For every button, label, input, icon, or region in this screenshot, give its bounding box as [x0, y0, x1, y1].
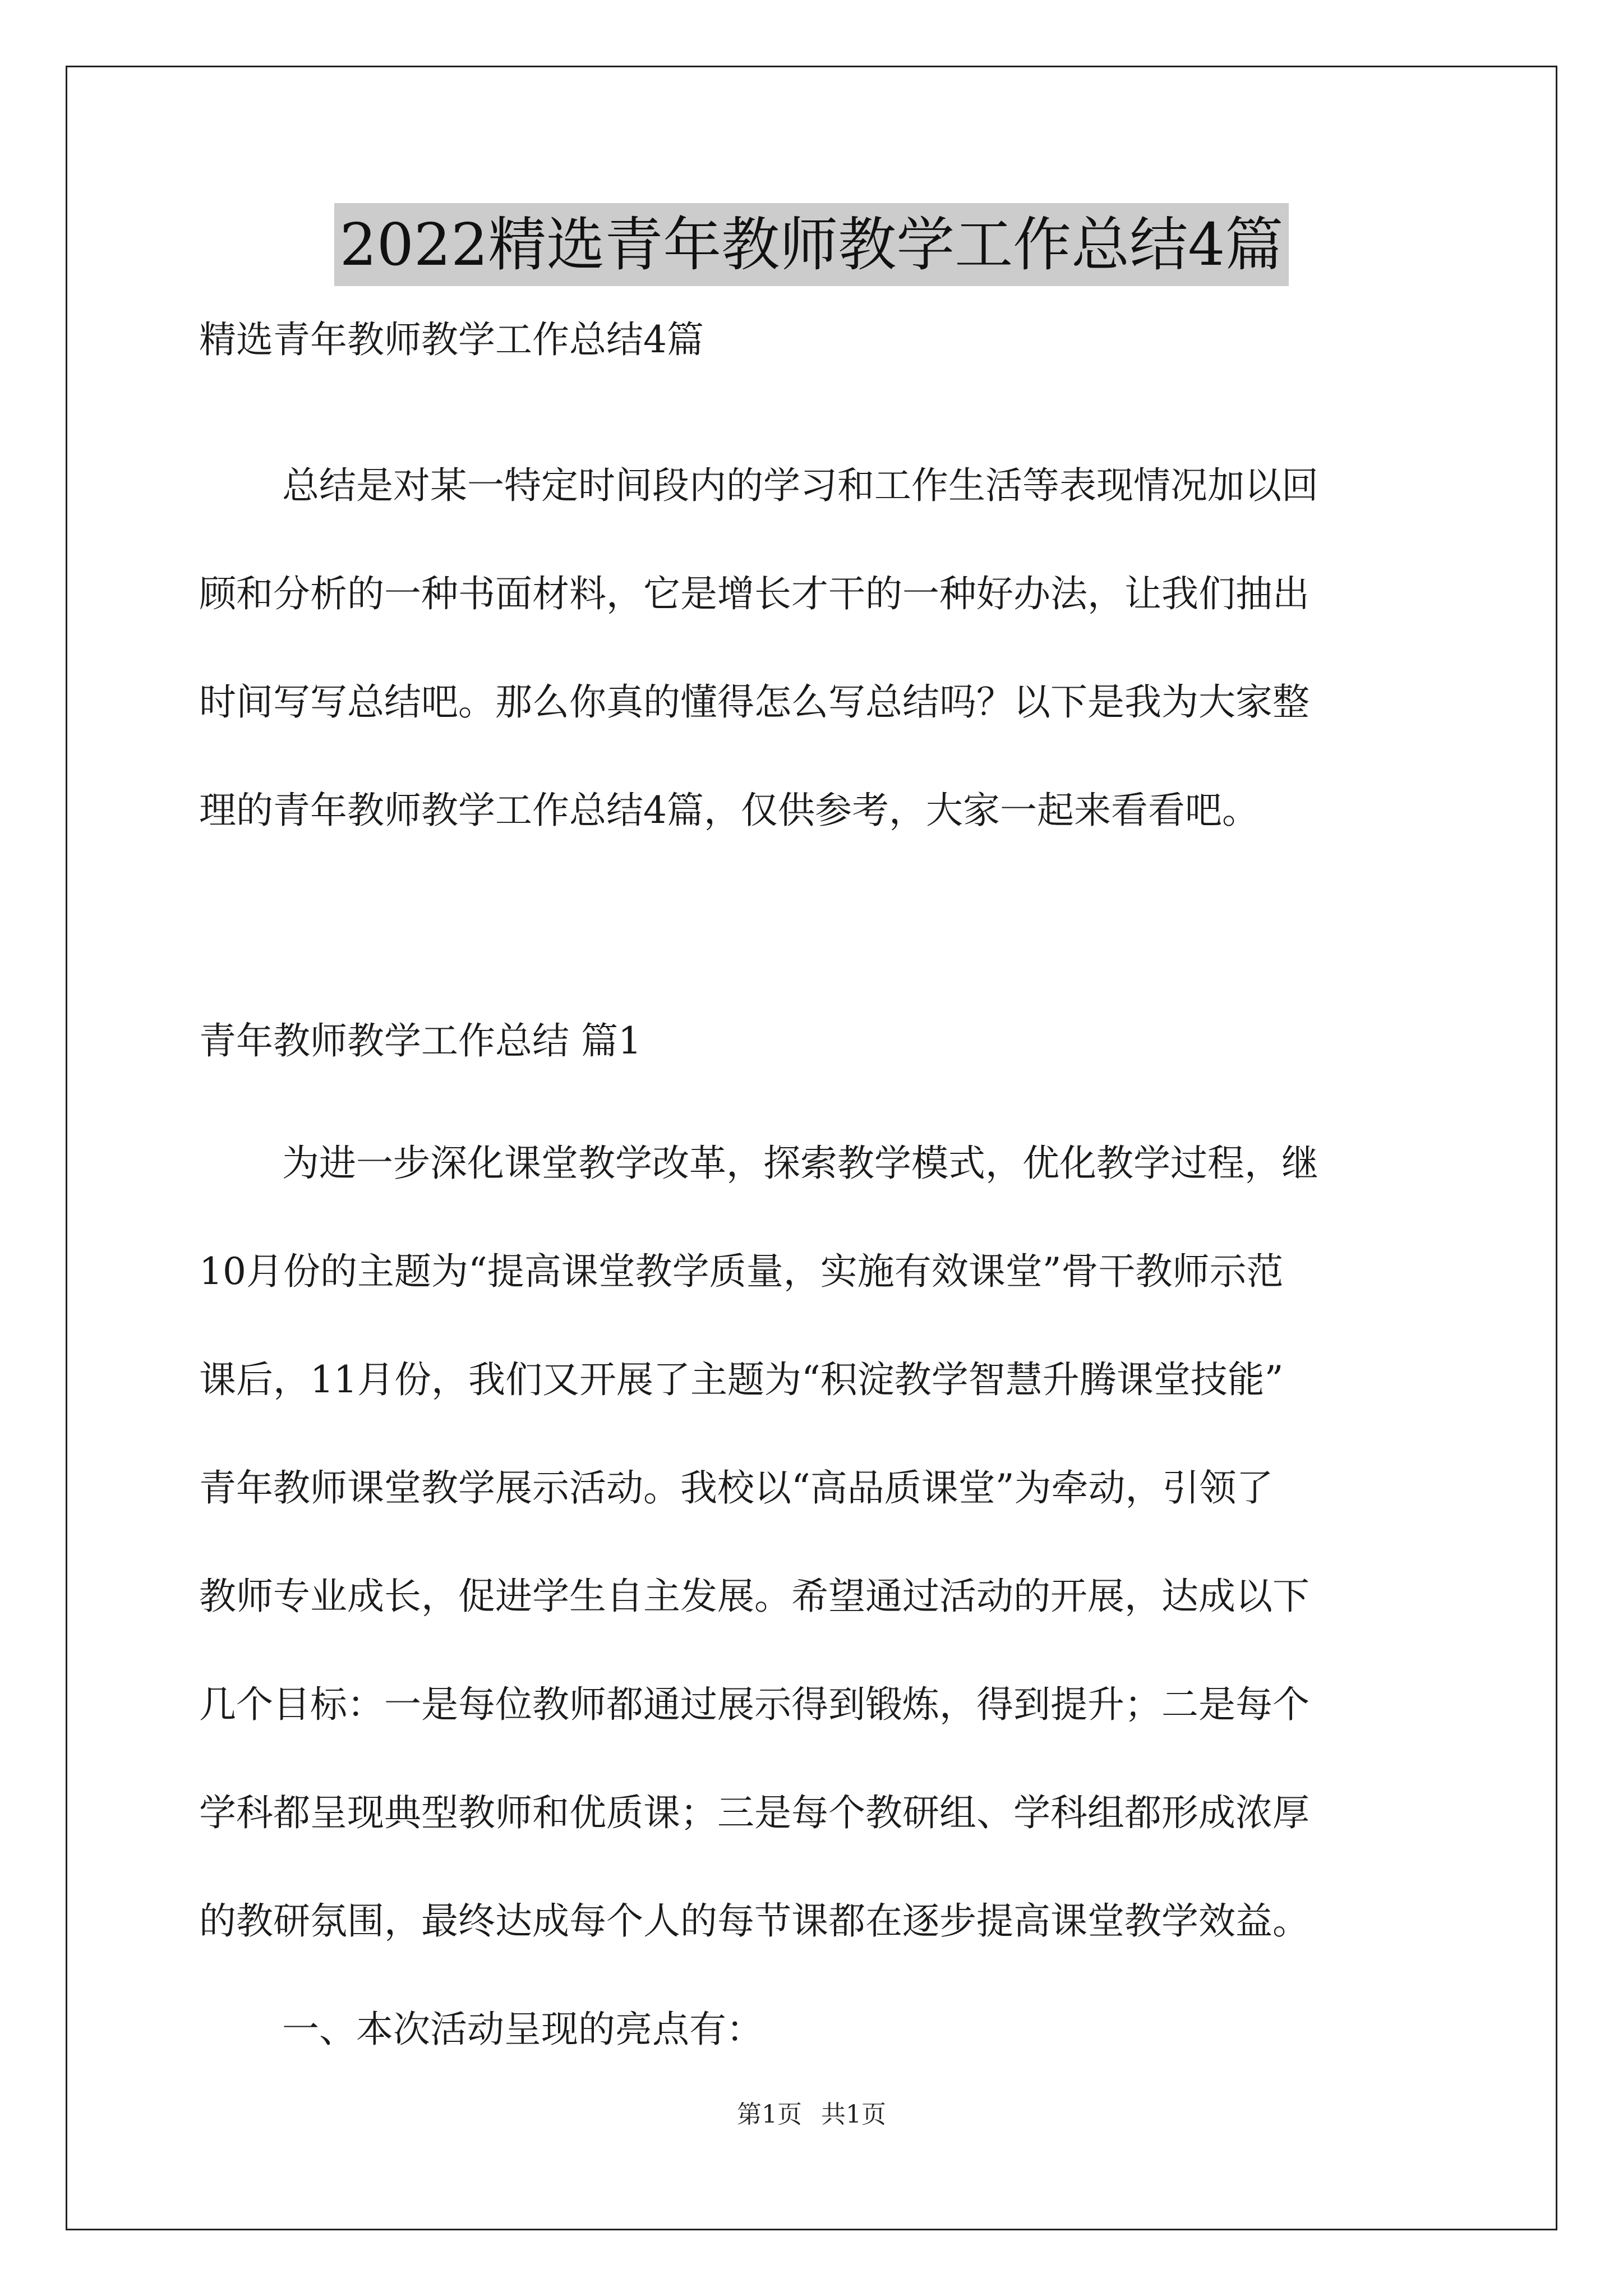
page-footer: [0, 2098, 1623, 2132]
document-title: 2022精选青年教师教学工作总结4篇: [334, 203, 1289, 286]
paragraph-line: 顾和分析的一种书面材料，它是增长才干的一种好办法，让我们抽出: [199, 572, 1310, 615]
paragraph-line: 理的青年教师教学工作总结4篇，仅供参考，大家一起来看看吧。: [199, 789, 1259, 832]
paragraph-line: 时间写写总结吧。那么你真的懂得怎么写总结吗？以下是我为大家整: [199, 680, 1310, 724]
title-area: [0, 203, 1623, 286]
page-number-current: 第1页: [737, 2100, 802, 2129]
page-number-total: 共1页: [821, 2100, 886, 2129]
paragraph-line: 为进一步深化课堂教学改革，探索教学模式，优化教学过程，继: [282, 1142, 1318, 1185]
paragraph-line: 课后，11月份，我们又开展了主题为“积淀教学智慧升腾课堂技能”: [199, 1358, 1284, 1401]
paragraph-line: 10月份的主题为“提高课堂教学质量，实施有效课堂”骨干教师示范: [199, 1250, 1284, 1293]
section-heading: 青年教师教学工作总结 篇1: [199, 1019, 642, 1062]
paragraph-line: 青年教师课堂教学展示活动。我校以“高品质课堂”为牵动，引领了: [199, 1466, 1274, 1510]
paragraph-line: 总结是对某一特定时间段内的学习和工作生活等表现情况加以回: [282, 464, 1318, 507]
paragraph-line: 学科都呈现典型教师和优质课；三是每个教研组、学科组都形成浓厚: [199, 1791, 1310, 1834]
paragraph-line: 的教研氛围，最终达成每个人的每节课都在逐步提高课堂教学效益。: [199, 1899, 1310, 1943]
list-heading: 一、本次活动呈现的亮点有：: [282, 2008, 763, 2051]
subtitle-line: 精选青年教师教学工作总结4篇: [199, 318, 704, 361]
paragraph-line: 几个目标：一是每位教师都通过展示得到锻炼，得到提升；二是每个: [199, 1683, 1310, 1726]
paragraph-line: 教师专业成长，促进学生自主发展。希望通过活动的开展，达成以下: [199, 1575, 1310, 1618]
